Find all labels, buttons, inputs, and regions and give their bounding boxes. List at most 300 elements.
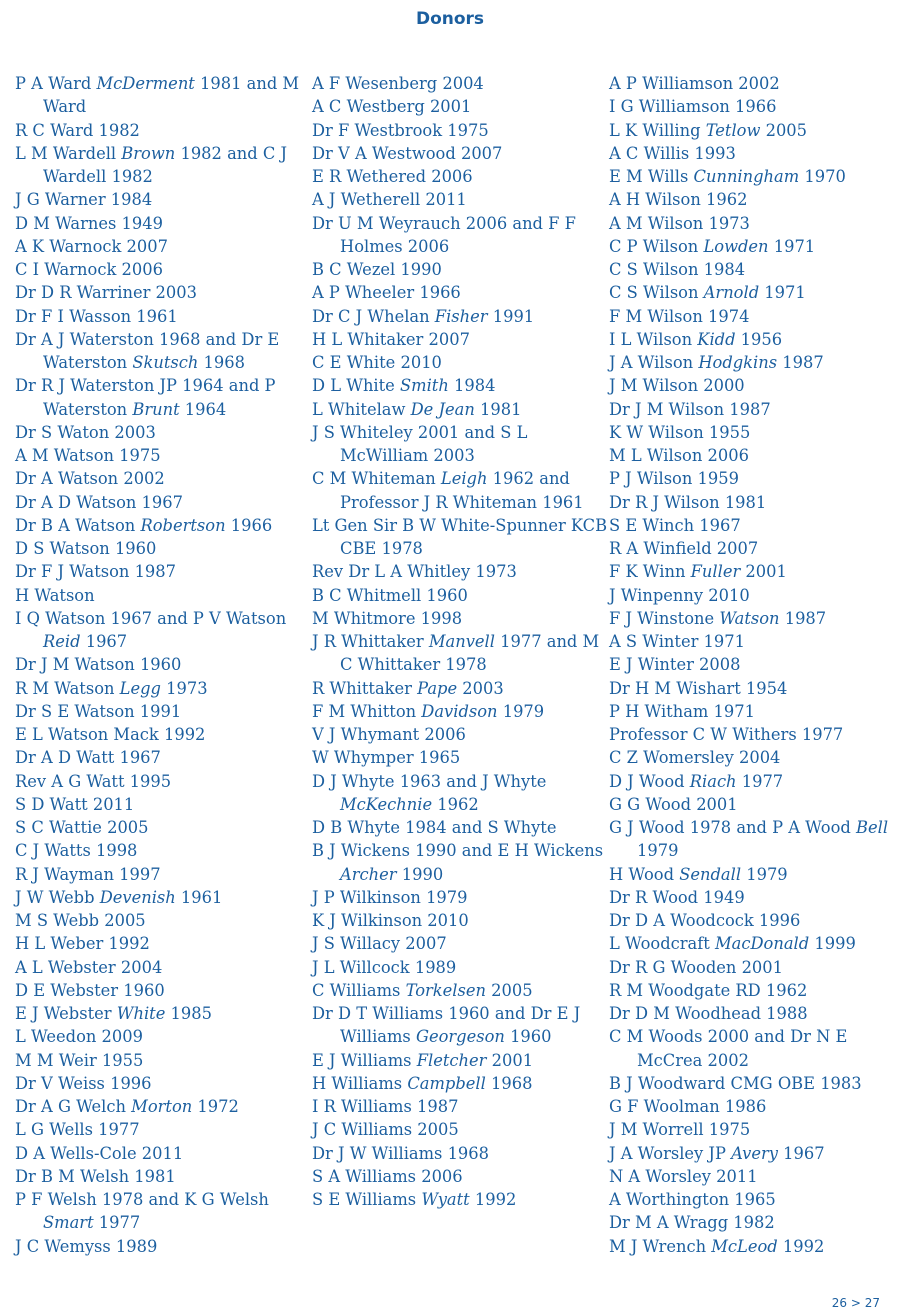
donor-text: A Worthington 1965 bbox=[609, 1190, 776, 1209]
donor-entry bbox=[312, 956, 609, 979]
donor-entry bbox=[609, 1142, 900, 1165]
donor-entry bbox=[609, 956, 900, 979]
donor-entry bbox=[15, 816, 312, 839]
page-number: 26 > 27 bbox=[831, 1296, 880, 1310]
maiden-name: Arnold bbox=[703, 283, 760, 303]
donor-entry bbox=[609, 770, 900, 793]
donor-text: J S Whiteley 2001 and S L McWilliam 2003 bbox=[312, 422, 528, 465]
donor-text: 1977 bbox=[93, 1213, 141, 1233]
donor-text: 1984 bbox=[448, 376, 496, 396]
donor-text: B J Wickens 1990 and E H Wickens bbox=[312, 841, 604, 861]
donor-text: 1991 bbox=[487, 306, 535, 326]
donor-text: S A Williams 2006 bbox=[312, 1166, 463, 1186]
donor-text: 1981 and M Ward bbox=[43, 74, 300, 117]
donor-text: P F Welsh 1978 and K G Welsh bbox=[15, 1190, 269, 1209]
donor-text: Dr A Watson 2002 bbox=[15, 469, 165, 489]
donor-text: F K Winn bbox=[609, 562, 691, 582]
donor-text: A M Wilson 1973 bbox=[609, 213, 750, 233]
donor-text: G J Wood 1978 and P A Wood bbox=[609, 818, 857, 837]
donor-text: 1987 bbox=[779, 608, 827, 628]
donor-text: P A Ward bbox=[15, 74, 97, 93]
donor-text: G F Woolman 1986 bbox=[609, 1097, 767, 1116]
donor-text: Dr F J Watson 1987 bbox=[15, 562, 177, 582]
donor-text: D S Watson 1960 bbox=[15, 539, 157, 558]
maiden-name: De Jean bbox=[410, 399, 475, 419]
donor-entry bbox=[15, 956, 312, 979]
donor-text: Dr J M Watson 1960 bbox=[15, 655, 182, 675]
maiden-name: Sendall bbox=[679, 864, 742, 884]
donor-entry bbox=[15, 770, 312, 793]
donor-text: 1982 and C J Wardell 1982 bbox=[43, 143, 288, 186]
donor-text: J C Williams 2005 bbox=[312, 1120, 459, 1140]
donor-text: Dr J W Williams 1968 bbox=[312, 1143, 490, 1163]
donor-text: J C Wemyss 1989 bbox=[15, 1236, 158, 1256]
donor-text: K J Wilkinson 2010 bbox=[312, 911, 469, 930]
donor-entry bbox=[609, 630, 900, 653]
maiden-name: Leigh bbox=[440, 469, 488, 489]
maiden-name: Skutsch bbox=[132, 353, 199, 372]
maiden-name: Brunt bbox=[132, 399, 180, 419]
donor-text: 1962 and Professor J R Whiteman 1961 bbox=[340, 469, 584, 512]
donor-text: 1981 bbox=[474, 399, 522, 419]
donor-text: J Winpenny 2010 bbox=[609, 585, 750, 605]
donor-entry bbox=[312, 607, 609, 630]
donor-entry bbox=[312, 909, 609, 932]
donor-entry bbox=[609, 909, 900, 932]
donor-text: D J Wood bbox=[609, 771, 690, 791]
donor-text: E L Watson Mack 1992 bbox=[15, 725, 206, 744]
donor-entry bbox=[15, 188, 312, 211]
donor-entry bbox=[609, 305, 900, 328]
donor-entry bbox=[609, 1118, 900, 1141]
donor-entry bbox=[312, 723, 609, 746]
donor-text: C M Woods 2000 and Dr N E McCrea 2002 bbox=[609, 1027, 848, 1070]
donor-entry bbox=[15, 793, 312, 816]
donor-entry bbox=[15, 258, 312, 281]
donor-text: Dr B M Welsh 1981 bbox=[15, 1166, 176, 1186]
donor-text: Dr R G Wooden 2001 bbox=[609, 957, 784, 977]
donor-entry bbox=[609, 398, 900, 421]
donor-text: A H Wilson 1962 bbox=[609, 190, 748, 210]
donor-text: E M Wills bbox=[609, 167, 694, 186]
donor-text: J W Webb bbox=[15, 887, 100, 907]
donor-entry bbox=[312, 770, 609, 817]
donor-text: E J Winter 2008 bbox=[609, 655, 741, 675]
donor-entry bbox=[609, 607, 900, 630]
maiden-name: Legg bbox=[119, 678, 161, 698]
donor-text: E J Williams bbox=[312, 1050, 417, 1070]
donor-entry bbox=[15, 1002, 312, 1025]
donor-entry bbox=[312, 281, 609, 304]
donor-text: Dr A G Welch bbox=[15, 1097, 132, 1116]
maiden-name: Fuller bbox=[690, 562, 741, 582]
donor-text: S E Williams bbox=[312, 1190, 422, 1209]
donor-entry bbox=[312, 95, 609, 118]
maiden-name: Smart bbox=[43, 1213, 94, 1233]
donor-text: 1990 bbox=[396, 864, 444, 884]
donor-text: A L Webster 2004 bbox=[15, 957, 163, 977]
maiden-name: White bbox=[116, 1004, 166, 1023]
donor-entry bbox=[609, 700, 900, 723]
donor-text: J M Wilson 2000 bbox=[609, 376, 745, 396]
maiden-name: Robertson bbox=[140, 515, 226, 535]
donor-entry bbox=[609, 1002, 900, 1025]
donor-text: L K Willing bbox=[609, 120, 706, 140]
maiden-name: McDerment bbox=[96, 74, 195, 93]
donor-entry bbox=[15, 537, 312, 560]
donor-entry bbox=[609, 886, 900, 909]
donor-entry bbox=[312, 700, 609, 723]
donor-entry bbox=[609, 1211, 900, 1234]
donor-text: 1967 bbox=[778, 1143, 825, 1163]
donor-text: 1956 bbox=[735, 329, 783, 349]
donor-text: Dr H M Wishart 1954 bbox=[609, 678, 788, 698]
donor-entry bbox=[15, 421, 312, 444]
donor-entry bbox=[15, 723, 312, 746]
donor-entry bbox=[15, 1235, 312, 1258]
donor-entry bbox=[312, 374, 609, 397]
donor-entry bbox=[312, 1072, 609, 1095]
donor-text: K W Wilson 1955 bbox=[609, 422, 751, 442]
donor-text: R C Ward 1982 bbox=[15, 120, 140, 140]
donor-column-1 bbox=[15, 72, 312, 1258]
donor-text: N A Worsley 2011 bbox=[609, 1166, 758, 1186]
donor-entry bbox=[609, 560, 900, 583]
maiden-name: McKechnie bbox=[340, 794, 433, 814]
donor-text: A C Willis 1993 bbox=[609, 143, 736, 163]
donor-text: 1973 bbox=[160, 678, 208, 698]
maiden-name: Kidd bbox=[697, 329, 736, 349]
donor-entry bbox=[312, 421, 609, 468]
donor-text: R A Winfield 2007 bbox=[609, 539, 759, 558]
donor-text: 1979 bbox=[637, 841, 679, 861]
donor-entry bbox=[15, 1118, 312, 1141]
donor-text: 1979 bbox=[741, 864, 788, 884]
donor-text: Professor C W Withers 1977 bbox=[609, 725, 844, 744]
donor-text: L Weedon 2009 bbox=[15, 1027, 143, 1047]
donor-text: A P Wheeler 1966 bbox=[312, 283, 461, 303]
donor-entry bbox=[15, 863, 312, 886]
donor-entry bbox=[312, 932, 609, 955]
donor-entry bbox=[15, 839, 312, 862]
donor-text: J M Worrell 1975 bbox=[609, 1120, 751, 1140]
donor-entry bbox=[15, 746, 312, 769]
donor-text: H Wood bbox=[609, 864, 680, 884]
donor-text: E R Wethered 2006 bbox=[312, 167, 473, 186]
donor-entry bbox=[609, 1025, 900, 1072]
donor-entry bbox=[312, 979, 609, 1002]
donor-entry bbox=[15, 909, 312, 932]
donor-text: Dr U M Weyrauch 2006 and F F Holmes 2006 bbox=[312, 213, 576, 256]
donor-entry bbox=[609, 374, 900, 397]
donor-text: M Whitmore 1998 bbox=[312, 608, 463, 628]
donor-text: H L Whitaker 2007 bbox=[312, 329, 470, 349]
donor-text: 2001 bbox=[486, 1050, 534, 1070]
donor-entry bbox=[312, 165, 609, 188]
donor-text: J P Wilkinson 1979 bbox=[312, 887, 468, 907]
donor-entry bbox=[609, 235, 900, 258]
donor-entry bbox=[312, 630, 609, 677]
donor-text: Dr S Waton 2003 bbox=[15, 422, 156, 442]
donor-entry bbox=[609, 584, 900, 607]
donor-entry bbox=[15, 467, 312, 490]
donor-text: Dr D R Warriner 2003 bbox=[15, 283, 197, 303]
donor-text: R J Wayman 1997 bbox=[15, 864, 161, 884]
maiden-name: Avery bbox=[731, 1143, 778, 1163]
donor-text: M M Weir 1955 bbox=[15, 1050, 144, 1070]
donor-entry bbox=[15, 491, 312, 514]
donor-text: A F Wesenberg 2004 bbox=[312, 74, 484, 93]
donor-text: 1992 bbox=[469, 1190, 517, 1209]
donor-entry bbox=[15, 700, 312, 723]
donor-entry bbox=[15, 1142, 312, 1165]
donor-entry bbox=[15, 1025, 312, 1048]
donor-text: S E Winch 1967 bbox=[609, 515, 741, 535]
donor-entry bbox=[15, 653, 312, 676]
donor-text: D J Whyte 1963 and J Whyte bbox=[312, 771, 547, 791]
maiden-name: Manvell bbox=[428, 632, 495, 651]
donor-text: 1961 bbox=[175, 887, 223, 907]
donor-text: 2003 bbox=[457, 678, 504, 698]
donor-text: Dr R Wood 1949 bbox=[609, 887, 745, 907]
donor-entry bbox=[15, 932, 312, 955]
donor-entry bbox=[312, 886, 609, 909]
donor-text: C E White 2010 bbox=[312, 353, 442, 372]
donor-entry bbox=[609, 653, 900, 676]
donor-entry bbox=[609, 95, 900, 118]
donor-entry bbox=[312, 1118, 609, 1141]
donor-entry bbox=[609, 793, 900, 816]
donor-entry bbox=[609, 677, 900, 700]
donor-text: 1979 bbox=[497, 701, 545, 721]
maiden-name: Fisher bbox=[434, 306, 488, 326]
donor-text: Dr V A Westwood 2007 bbox=[312, 143, 503, 163]
donor-text: I R Williams 1987 bbox=[312, 1097, 459, 1116]
donor-text: J R Whittaker bbox=[312, 632, 429, 651]
donor-text: R M Woodgate RD 1962 bbox=[609, 980, 808, 1000]
donor-text: S D Watt 2011 bbox=[15, 794, 135, 814]
donor-text: Dr F I Wasson 1961 bbox=[15, 306, 178, 326]
donor-entry bbox=[15, 677, 312, 700]
donor-entry bbox=[609, 514, 900, 537]
donor-entry bbox=[312, 1165, 609, 1188]
donor-text: Dr C J Whelan bbox=[312, 306, 435, 326]
donor-text: L Woodcraft bbox=[609, 934, 715, 954]
donor-entry bbox=[15, 444, 312, 467]
donor-text: L Whitelaw bbox=[312, 399, 411, 419]
donor-entry bbox=[15, 305, 312, 328]
donor-entry bbox=[312, 560, 609, 583]
donor-entry bbox=[312, 305, 609, 328]
donor-text: F M Wilson 1974 bbox=[609, 306, 750, 326]
donor-text: C Z Womersley 2004 bbox=[609, 748, 781, 768]
maiden-name: Bell bbox=[856, 818, 889, 837]
donor-entry bbox=[312, 514, 609, 561]
donor-entry bbox=[609, 444, 900, 467]
donor-entry bbox=[609, 188, 900, 211]
donor-entry bbox=[312, 467, 609, 514]
donor-entry bbox=[15, 1165, 312, 1188]
donor-entry bbox=[15, 886, 312, 909]
donor-entry bbox=[312, 1002, 609, 1049]
donor-text: 1967 bbox=[80, 632, 128, 651]
donor-entry bbox=[609, 746, 900, 769]
donor-entry bbox=[312, 351, 609, 374]
donor-text: M S Webb 2005 bbox=[15, 911, 146, 930]
maiden-name: Morton bbox=[131, 1097, 193, 1116]
donor-text: Dr D A Woodcock 1996 bbox=[609, 911, 801, 930]
donor-entry bbox=[609, 1188, 900, 1211]
donor-entry bbox=[609, 72, 900, 95]
maiden-name: Cunningham bbox=[693, 167, 800, 186]
donor-entry bbox=[609, 1095, 900, 1118]
donor-entry bbox=[609, 258, 900, 281]
maiden-name: Hodgkins bbox=[698, 353, 778, 372]
maiden-name: MacDonald bbox=[715, 934, 810, 954]
donor-entry bbox=[312, 677, 609, 700]
donor-entry bbox=[15, 328, 312, 375]
donor-entry bbox=[15, 72, 312, 119]
donor-entry bbox=[312, 1049, 609, 1072]
donor-entry bbox=[15, 281, 312, 304]
donor-text: P H Witham 1971 bbox=[609, 701, 755, 721]
donor-text: M L Wilson 2006 bbox=[609, 446, 749, 465]
donor-entry bbox=[609, 165, 900, 188]
donor-text: 1962 bbox=[432, 794, 479, 814]
donor-text: H L Weber 1992 bbox=[15, 934, 150, 954]
maiden-name: Campbell bbox=[407, 1073, 486, 1093]
donor-entry bbox=[15, 607, 312, 654]
maiden-name: Archer bbox=[340, 864, 397, 884]
donor-text: C S Wilson 1984 bbox=[609, 260, 746, 279]
donor-text: B C Whitmell 1960 bbox=[312, 585, 468, 605]
donor-text: B J Woodward CMG OBE 1983 bbox=[609, 1073, 862, 1093]
donor-entry bbox=[15, 584, 312, 607]
donor-entry bbox=[609, 1235, 900, 1258]
donor-text: Dr A D Watson 1967 bbox=[15, 492, 183, 512]
donor-text: C I Warnock 2006 bbox=[15, 260, 163, 279]
donor-entry bbox=[609, 119, 900, 142]
donor-text: A K Warnock 2007 bbox=[15, 236, 168, 256]
donor-text: D M Warnes 1949 bbox=[15, 213, 163, 233]
donor-text: A M Watson 1975 bbox=[15, 446, 161, 465]
donor-text: D B Whyte 1984 and S Whyte bbox=[312, 818, 557, 837]
donor-entry bbox=[312, 1095, 609, 1118]
donor-entry bbox=[609, 537, 900, 560]
donor-text: Dr J M Wilson 1987 bbox=[609, 399, 771, 419]
donor-entry bbox=[312, 188, 609, 211]
donor-text: Dr M A Wragg 1982 bbox=[609, 1213, 775, 1233]
donor-text: I L Wilson bbox=[609, 329, 698, 349]
donor-text: 1999 bbox=[809, 934, 856, 954]
donor-entry bbox=[15, 142, 312, 189]
maiden-name: Davidson bbox=[421, 701, 498, 721]
donor-text: C J Watts 1998 bbox=[15, 841, 138, 861]
donor-text: 2001 bbox=[740, 562, 787, 582]
donor-entry bbox=[312, 258, 609, 281]
donor-entry bbox=[312, 328, 609, 351]
donor-text: J A Worsley JP bbox=[609, 1143, 732, 1163]
donor-text: 1987 bbox=[777, 353, 824, 372]
donor-text: H Williams bbox=[312, 1073, 408, 1093]
donor-entry bbox=[609, 816, 900, 863]
donor-entry bbox=[609, 142, 900, 165]
donor-entry bbox=[312, 212, 609, 259]
donor-entry bbox=[609, 1165, 900, 1188]
donor-entry bbox=[609, 328, 900, 351]
maiden-name: Georgeson bbox=[415, 1027, 505, 1047]
donor-text: Dr R J Waterston JP 1964 and P Waterston bbox=[15, 376, 276, 419]
donor-text: H Watson bbox=[15, 585, 95, 605]
donor-text: 1971 bbox=[768, 236, 816, 256]
donor-entry bbox=[312, 398, 609, 421]
donor-text: G G Wood 2001 bbox=[609, 794, 738, 814]
maiden-name: Torkelsen bbox=[405, 980, 486, 1000]
donor-entry bbox=[609, 1072, 900, 1095]
donor-text: A S Winter 1971 bbox=[609, 632, 745, 651]
donor-text: 1960 bbox=[504, 1027, 552, 1047]
donor-text: L G Wells 1977 bbox=[15, 1120, 140, 1140]
donor-text: S C Wattie 2005 bbox=[15, 818, 149, 837]
donor-text: M J Wrench bbox=[609, 1236, 712, 1256]
donor-text: J A Wilson bbox=[609, 353, 699, 372]
donor-text: A J Wetherell 2011 bbox=[312, 190, 467, 210]
maiden-name: Watson bbox=[719, 608, 780, 628]
donor-entry bbox=[609, 932, 900, 955]
donor-text: 2005 bbox=[760, 120, 808, 140]
donor-text: I Q Watson 1967 and P V Watson bbox=[15, 608, 287, 628]
donor-entry bbox=[609, 351, 900, 374]
donor-text: W Whymper 1965 bbox=[312, 748, 461, 768]
donor-text: Dr S E Watson 1991 bbox=[15, 701, 182, 721]
donor-text: Dr D T Williams 1960 and Dr E J Williams bbox=[312, 1004, 581, 1047]
donor-text: A P Williamson 2002 bbox=[609, 74, 780, 93]
donor-entry bbox=[312, 839, 609, 886]
donor-text: Dr V Weiss 1996 bbox=[15, 1073, 152, 1093]
donor-text: Dr F Westbrook 1975 bbox=[312, 120, 489, 140]
donor-entry bbox=[15, 1049, 312, 1072]
donor-text: 1977 bbox=[736, 771, 784, 791]
donor-text: V J Whymant 2006 bbox=[312, 725, 466, 744]
maiden-name: McLeod bbox=[711, 1236, 778, 1256]
donor-list bbox=[312, 72, 609, 1211]
donor-list bbox=[609, 72, 900, 1258]
donor-text: J L Willcock 1989 bbox=[312, 957, 457, 977]
maiden-name: Brown bbox=[121, 143, 176, 163]
donor-text: Dr B A Watson bbox=[15, 515, 141, 535]
donor-text: Dr A J Waterston 1968 and Dr E Waterston bbox=[15, 329, 280, 372]
donor-entry bbox=[609, 491, 900, 514]
donor-column-2 bbox=[312, 72, 609, 1258]
donor-text: 1970 bbox=[799, 167, 846, 186]
maiden-name: Reid bbox=[43, 632, 81, 651]
donor-entry bbox=[312, 142, 609, 165]
donor-text: F J Winstone bbox=[609, 608, 720, 628]
donor-text: 1966 bbox=[225, 515, 273, 535]
donor-entry bbox=[609, 281, 900, 304]
maiden-name: Tetlow bbox=[705, 120, 761, 140]
donor-entry bbox=[15, 374, 312, 421]
donor-entry bbox=[609, 212, 900, 235]
donor-text: Dr R J Wilson 1981 bbox=[609, 492, 767, 512]
donor-text: J G Warner 1984 bbox=[15, 190, 153, 210]
donor-text: Rev Dr L A Whitley 1973 bbox=[312, 562, 517, 582]
donor-column-3 bbox=[609, 72, 900, 1258]
donor-entry bbox=[609, 723, 900, 746]
donor-text: D L White bbox=[312, 376, 400, 396]
donor-text: 1971 bbox=[759, 283, 806, 303]
donor-text: Dr D M Woodhead 1988 bbox=[609, 1004, 808, 1023]
